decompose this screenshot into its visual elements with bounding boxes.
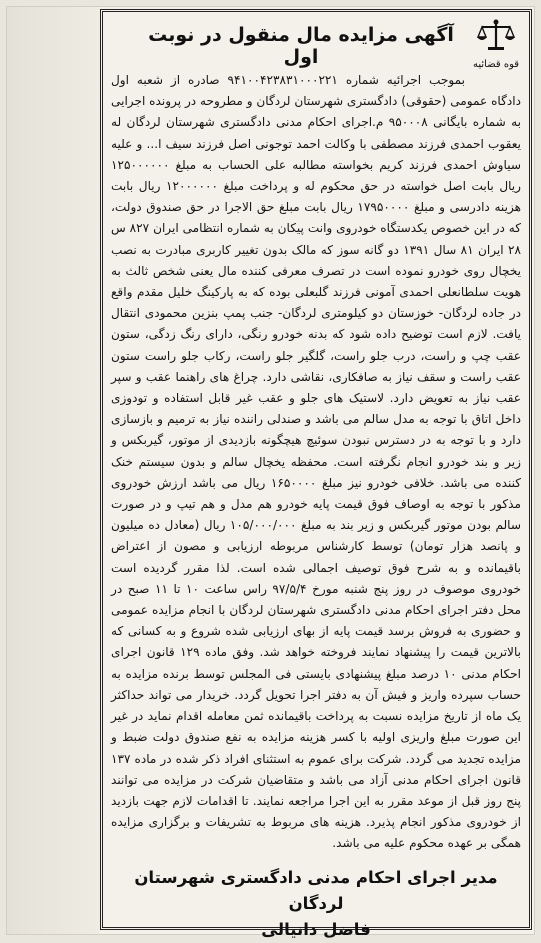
- page-margin: [7, 7, 100, 934]
- scales-of-justice-icon: [476, 18, 516, 58]
- notice-frame: [100, 9, 532, 939]
- notice-paragraph: بموجب اجرائیه شماره ۹۴۱۰۰۴۲۳۸۳۱۰۰۰۲۲۱ صادره از شعبه اول دادگاه عمومی (حقوقی) دادگستری شهرستان لردگان و مطروحه در پرونده اجرایی به شماره بایگانی ۹۵۰۰۰۸ م.اجرای احکام مدنی دادگستری شهرستان لردگان له یعقوب احمدی فرزند مصطفی با وکالت احمد توجونی اصل فرزند سیف ا... و علیه سیاوش احمدی فرزند کریم بخواسته مطالبه علی الحساب به مبلغ ۱۲۵۰۰۰۰۰۰ ریال بابت اصل خواسته در حق محکوم له و پرداخت مبلغ ۱۲۰۰۰۰۰۰ ریال بابت هزینه دادرسی و مبلغ ۱۷۹۵۰۰۰۰ ریال بابت مبلغ حق الاجرا در حق صندوق دولت، که در این خصوص یکدستگاه خودروی وانت پیکان به شماره انتظامی ایران ۸۲۷ س ۲۸ ایران ۸۱ سال ۱۳۹۱ دو گانه سوز که مالک بدون تغییر کاربری مبادرت به نصب یخچال روی خودرو نموده است در تصرف معرفی کننده مال یعنی شخص ثالث به هویت سلطانعلی احمدی آمونی فرزند گلبعلی بوده که به پارکینگ خلیل مقدم واقع در جاده لردگان- خوزستان دو کیلومتری لردگان- جنب پمپ بنزین محمودی انتقال یافت. لازم است توضیح داده شود که بدنه خودرو رنگی، دارای رنگ زدگی، ستون عقب چپ و راست، درب جلو راست، گلگیر جلو راست، رکاب جلو راست ستون عقب راست و سقف نیاز به صافکاری، نقاشی دارد. چراغ های راهنما عقب و سپر عقب نیاز به تعویض دارد. لاستیک های جلو و عقب غیر قابل استفاده و تودوزی داخل اتاق با توجه به مدل سالم می باشد و صندلی راننده نیاز به ترمیم و بازسازی دارد و با توجه به در دسترس نبودن سوئیچ هیچگونه بازدیدی از موتور، گیربکس و زیر و بند خودرو انجام نگرفته است. محفظه یخچال سالم و بدون سیستم خنک کننده می باشد. خلافی خودرو نیز مبلغ ۱۶۵۰۰۰۰ ریال می باشد ارزش خودروی مذکور با توجه به اوصاف فوق قیمت پایه خودرو هم مدل و هم تیپ و در صورت سالم بودن موتور گیربکس و زیر بند به مبلغ ۱۰۵/۰۰۰/۰۰۰ ریال (معادل ده میلیون و پانصد هزار تومان) توسط کارشناس مربوطه ارزیابی و مصون از اعتراض باقیمانده و به شرح فوق توصیف اجمالی شده است. لذا مقرر گردیده است خودروی موصوف در روز پنج شنبه مورخ ۹۷/۵/۴ راس ساعت ۱۰ تا ۱۱ صبح در محل دفتر اجرای احکام مدنی دادگستری شهرستان لردگان با انجام مزایده عمومی و حضوری به فروش برسد قیمت پایه از بهای ارزیابی شده شروع و به کسانی که بالاترین قیمت را پیشنهاد نمایند فروخته خواهد شد. وفق ماده ۱۲۹ قانون اجرای احکام مدنی ۱۰ درصد مبلغ پیشنهادی بایستی فی المجلس توسط برنده مزایده به حساب سپرده واریز و فیش آن به دفتر اجرا تحویل گردد. خریدار می تواند حداکثر یک ماه از تاریخ مزایده نسبت به پرداخت باقیمانده ثمن معامله اقدام نماید در غیر این صورت مبلغ واریزی اولیه با کسر هزینه مزایده به نفع صندوق دولت ضبط و مزایده تجدید می گردد. شرکت برای عموم به استثنای افراد ذکر شده در ماده ۱۳۷ قانون اجرای احکام مدنی آزاد می باشد و متقاضیان شرکت در مزایده می توانند پنج روز قبل از موعد مقرر به این اجرا مراجعه نمایند. تا اقدامات لازم جهت بازدید از خودروی مذکور انجام پذیرد. هزینه های مربوط به تشریفات و برگزاری مزایده همگی بر عهده محکوم علیه می باشد.: [111, 73, 522, 851]
- signature-organization: مدیر اجرای احکام مدنی دادگستری شهرستان لردگان: [134, 867, 498, 913]
- notice-body: [111, 70, 521, 855]
- signature-block: [111, 865, 521, 943]
- scanned-page: [6, 6, 535, 939]
- signature-name: فاضل دانیالی: [261, 919, 371, 939]
- judiciary-emblem: [469, 18, 523, 72]
- emblem-caption: قوه قضائیه: [472, 59, 520, 70]
- notice-title: آگهی مزایده مال منقول در نوبت اول: [148, 24, 454, 68]
